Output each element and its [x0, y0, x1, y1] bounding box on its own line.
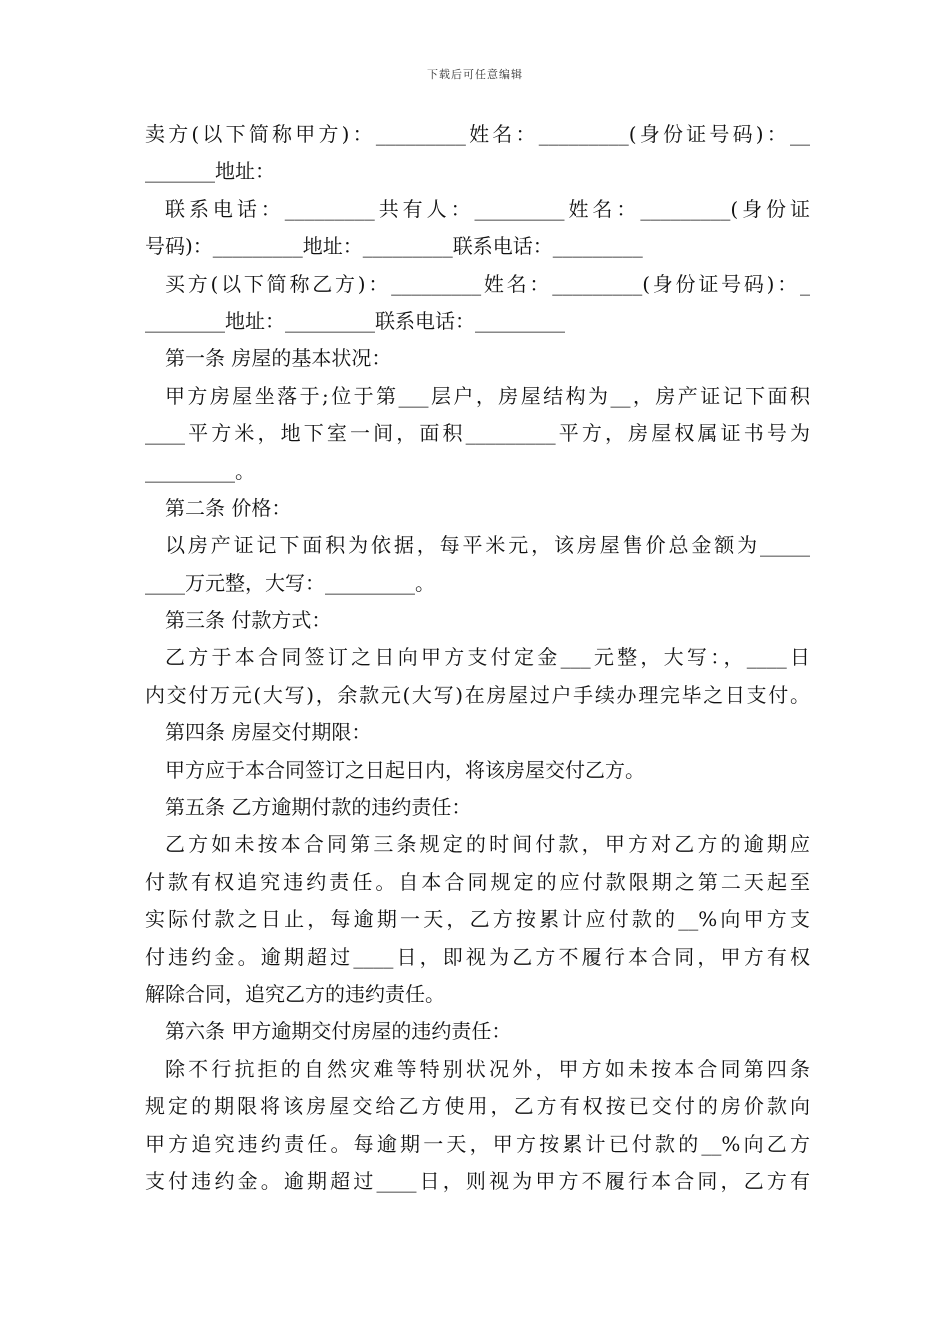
- article-4-heading: 第四条 房屋交付期限：: [165, 720, 372, 745]
- article-5-text-1: 乙方如未按本合同第三条规定的时间付款，甲方对乙方的逾期应: [165, 832, 810, 857]
- article-5-heading: 第五条 乙方逾期付款的违约责任：: [165, 795, 472, 820]
- article-2-text-2: ____万元整，大写：_________。: [145, 570, 435, 595]
- article-4-text-1: 甲方应于本合同签订之日起日内，将该房屋交付乙方。: [165, 757, 645, 782]
- article-6-text-3: 甲方追究违约责任。每逾期一天，甲方按累计已付款的__%向乙方: [145, 1131, 810, 1156]
- article-6-text-2: 规定的期限将该房屋交给乙方使用，乙方有权按已交付的房价款向: [145, 1094, 810, 1119]
- article-2-heading: 第二条 价格：: [165, 495, 292, 520]
- seller-line-2: _______地址：: [145, 159, 275, 184]
- article-6-text-1: 除不行抗拒的自然灾难等特别状况外，甲方如未按本合同第四条: [165, 1056, 810, 1081]
- article-5-text-4: 付违约金。逾期超过____日，即视为乙方不履行本合同，甲方有权: [145, 944, 810, 969]
- article-1-text-3: _________。: [145, 458, 255, 483]
- article-1-text-2: ____平方米，地下室一间，面积_________平方，房屋权属证书号为: [145, 421, 810, 446]
- co-owner-line-2: 号码)：_________地址：_________联系电话：_________: [145, 234, 643, 259]
- article-6-heading: 第六条 甲方逾期交付房屋的违约责任：: [165, 1019, 512, 1044]
- article-5-text-2: 付款有权追究违约责任。自本合同规定的应付款限期之第二天起至: [145, 869, 810, 894]
- buyer-line-2: ________地址：_________联系电话：_________: [145, 308, 565, 333]
- buyer-line-1: 买方(以下简称乙方)：_________姓名：_________(身份证号码)：_: [165, 271, 810, 296]
- article-3-text-2: 内交付万元(大写)，余款元(大写)在房屋过户手续办理完毕之日支付。: [145, 682, 810, 707]
- article-5-text-3: 实际付款之日止，每逾期一天，乙方按累计应付款的__%向甲方支: [145, 907, 810, 932]
- header-note: 下载后可任意编辑: [427, 68, 523, 81]
- article-1-heading: 第一条 房屋的基本状况：: [165, 346, 392, 371]
- article-1-text-1: 甲方房屋坐落于;位于第___层户，房屋结构为__，房产证记下面积: [165, 383, 810, 408]
- article-3-text-1: 乙方于本合同签订之日向甲方支付定金___元整，大写：，____日: [165, 645, 810, 670]
- contract-body: [145, 116, 810, 1200]
- co-owner-line-1: 联系电话：_________共有人：_________姓名：_________(身份证: [165, 196, 810, 221]
- article-6-text-4: 支付违约金。逾期超过____日，则视为甲方不履行本合同，乙方有: [145, 1168, 810, 1193]
- article-3-heading: 第三条 付款方式：: [165, 608, 332, 633]
- article-2-text-1: 以房产证记下面积为依据，每平米元，该房屋售价总金额为_____: [165, 533, 810, 558]
- seller-line-1: 卖方(以下简称甲方)：_________姓名：_________(身份证号码)：__: [145, 122, 810, 146]
- article-5-text-5: 解除合同，追究乙方的违约责任。: [145, 981, 445, 1006]
